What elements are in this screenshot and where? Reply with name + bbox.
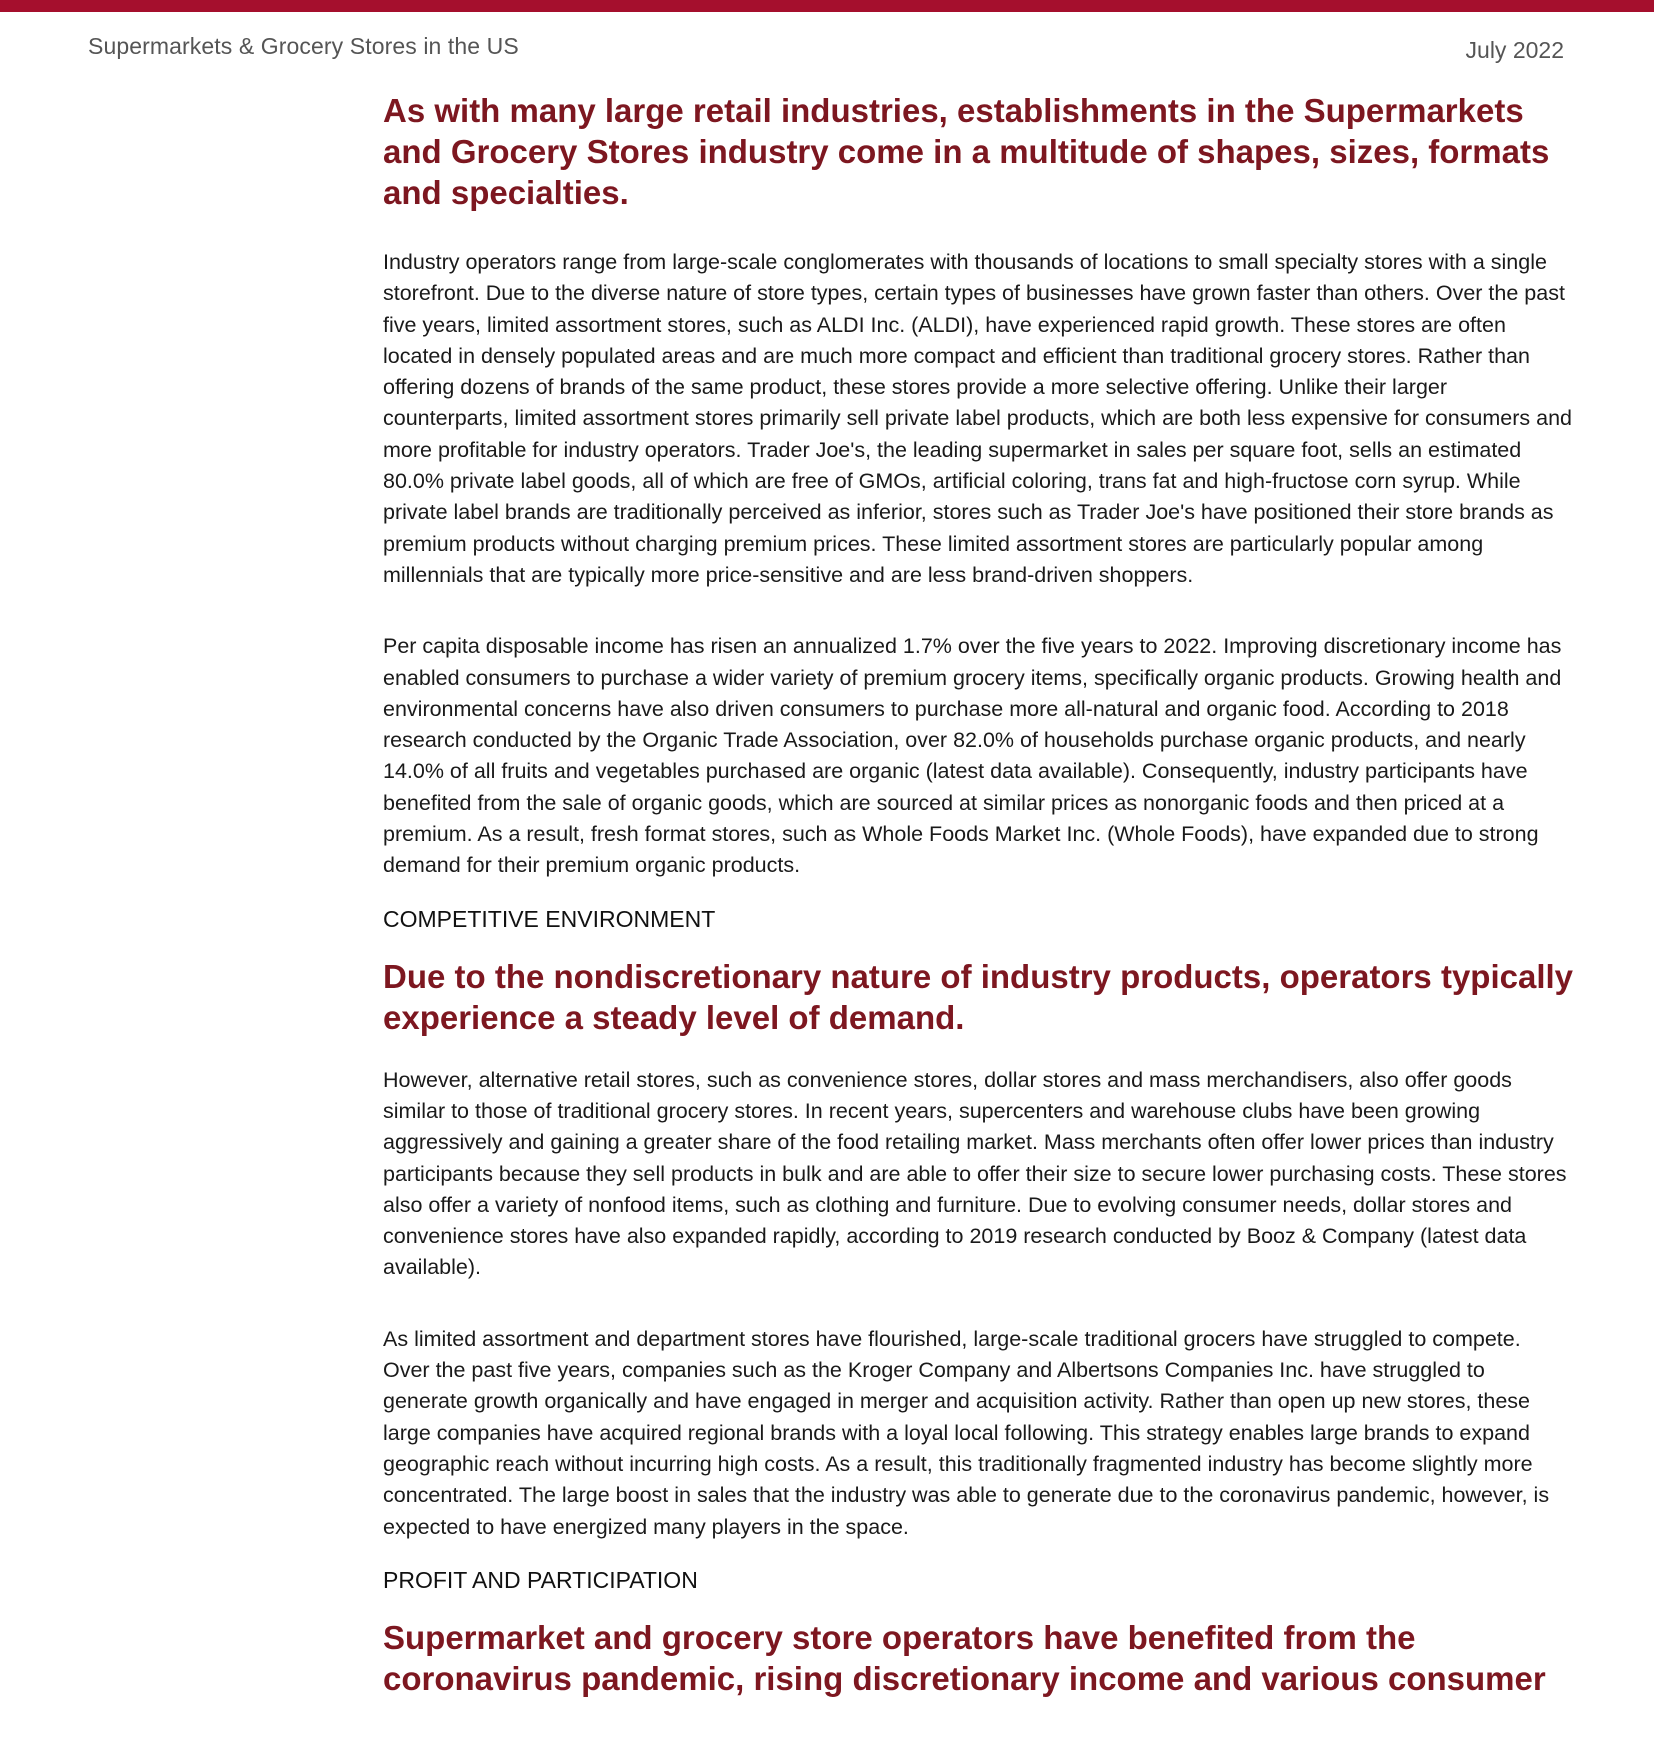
headline-1: As with many large retail industries, establishments in the Supermarkets and Grocery Stores industry come in a multitude of shapes, sizes, formats and specialties. (383, 92, 1550, 211)
report-title: Supermarkets & Grocery Stores in the US (88, 33, 519, 59)
section-heading-profit-and-participation: PROFIT AND PARTICIPATION (383, 1566, 698, 1593)
paragraph-1: Industry operators range from large-scale conglomerates with thousands of locations to small specialty stores with a single storefront. Due to the diverse nature of store types, certain types of businesses have grown faster than others. Over the past five years, limited assortment stores, such as ALDI Inc. (ALDI), have experienced rapid growth. These stores are often located in densely populated areas and are much more compact and efficient than traditional grocery stores. Rather than offering dozens of brands of the same product, these stores provide a more selective offering. Unlike their larger counterparts, limited assortment stores primarily sell private label products, which are both less expensive for consumers and more profitable for industry operators. Trader Joe's, the leading supermarket in sales per square foot, sells an estimated 80.0% private label goods, all of which are free of GMOs, artificial coloring, trans fat and high-fructose corn syrup. While private label brands are traditionally perceived as inferior, stores such as Trader Joe's have positioned their store brands as premium products without charging premium prices. These limited assortment stores are particularly popular among millennials that are typically more price-sensitive and are less brand-driven shoppers. (383, 250, 1572, 587)
report-date: July 2022 (1465, 37, 1564, 63)
paragraph-3: However, alternative retail stores, such as convenience stores, dollar stores and mass merchandisers, also offer goods similar to those of traditional grocery stores. In recent years, supercenters and warehouse clubs have been growing aggressively and gaining a greater share of the food retailing market. Mass merchants often offer lower prices than industry participants because they sell products in bulk and are able to offer their size to secure lower purchasing costs. These stores also offer a variety of nonfood items, such as clothing and furniture. Due to evolving consumer needs, dollar stores and convenience stores have also expanded rapidly, according to 2019 research conducted by Booz & Company (latest data available). (383, 1067, 1567, 1280)
top-accent-bar (0, 0, 1654, 12)
paragraph-4: As limited assortment and department stores have flourished, large-scale traditional grocers have struggled to compete. Over the past five years, companies such as the Kroger Company and Albertsons Companies Inc. have struggled to generate growth organically and have engaged in merger and acquisition activity. Rather than open up new stores, these large companies have acquired regional brands with a loyal local following. This strategy enables large brands to expand geographic reach without incurring high costs. As a result, this traditionally fragmented industry has become slightly more concentrated. The large boost in sales that the industry was able to generate due to the coronavirus pandemic, however, is expected to have energized many players in the space. (383, 1326, 1550, 1539)
headline-3: Supermarket and grocery store operators have benefited from the coronavirus pandemic, rising discretionary income and various consumer (383, 1618, 1546, 1697)
section-heading-competitive-environment: COMPETITIVE ENVIRONMENT (383, 905, 716, 932)
main-content (383, 90, 1573, 1699)
paragraph-2: Per capita disposable income has risen an annualized 1.7% over the five years to 2022. Improving discretionary income has enabled consumers to purchase a wider variety of premium grocery items, specifically organic products. Growing health and environmental concerns have also driven consumers to purchase more all-natural and organic food. According to 2018 research conducted by the Organic Trade Association, over 82.0% of households purchase organic products, and nearly 14.0% of all fruits and vegetables purchased are organic (latest data available). Consequently, industry participants have benefited from the sale of organic goods, which are sourced at similar prices as nonorganic foods and then priced at a premium. As a result, fresh format stores, such as Whole Foods Market Inc. (Whole Foods), have expanded due to strong demand for their premium organic products. (383, 634, 1562, 878)
headline-2: Due to the nondiscretionary nature of industry products, operators typically experience a steady level of demand. (383, 957, 1574, 1036)
